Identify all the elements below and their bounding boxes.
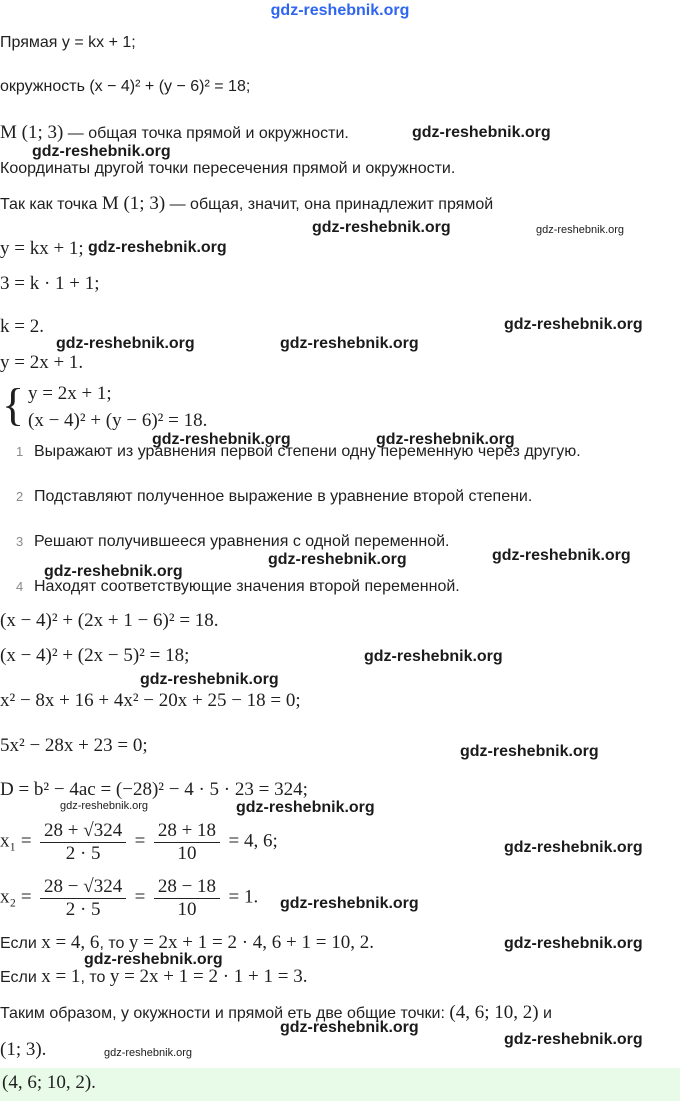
watermark: gdz-reshebnik.org bbox=[460, 743, 599, 760]
line-common-point bbox=[0, 122, 349, 144]
step-4 bbox=[16, 578, 460, 596]
calc-discriminant: D = b² − 4ac = (−28)² − 4 · 5 · 23 = 324; bbox=[0, 779, 308, 800]
math-point: M (1; 3) bbox=[101, 193, 166, 214]
watermark: gdz-reshebnik.org bbox=[536, 224, 625, 236]
line-substitution-values: 3 = k · 1 + 1; bbox=[0, 273, 100, 294]
watermark: gdz-reshebnik.org bbox=[376, 431, 515, 448]
step-number: 2 bbox=[16, 489, 24, 504]
line-circle-equation: окружность (x − 4)² + (y − 6)² = 18; bbox=[0, 78, 251, 95]
line-k-value: k = 2. bbox=[0, 316, 44, 337]
step-text: Выражают из уравнения первой степени одну переменную через другую. bbox=[34, 443, 581, 460]
math-point: M (1; 3) bbox=[0, 122, 64, 143]
x2-result: = 1. bbox=[228, 886, 259, 908]
system-eq-2: (x − 4)² + (y − 6)² = 18. bbox=[28, 410, 208, 431]
step-3 bbox=[16, 533, 449, 551]
calc-x2 bbox=[0, 876, 258, 921]
x1-label: x₁ = bbox=[0, 830, 32, 852]
text: Таким образом, у окужности и прямой еть две общие точки: bbox=[0, 1005, 450, 1022]
math: y = 2x + 1 = 2 · 4, 6 + 1 = 10, 2. bbox=[128, 932, 374, 953]
watermark: gdz-reshebnik.org bbox=[280, 335, 419, 352]
denominator: 10 bbox=[177, 843, 197, 864]
line-line-equation: Прямая y = kx + 1; bbox=[0, 34, 136, 51]
conclusion-if-1 bbox=[0, 932, 374, 954]
step-1 bbox=[16, 443, 581, 461]
text: и bbox=[538, 1005, 552, 1022]
line-line-result: y = 2x + 1. bbox=[0, 352, 84, 373]
numerator: 28 − √324 bbox=[40, 876, 126, 899]
conclusion-if-2 bbox=[0, 966, 307, 988]
watermark: gdz-reshebnik.org bbox=[504, 316, 643, 333]
text: Если bbox=[0, 935, 42, 952]
numerator: 28 + 18 bbox=[154, 820, 220, 843]
step-2 bbox=[16, 488, 532, 506]
text: , то bbox=[80, 969, 110, 986]
numerator: 28 + √324 bbox=[40, 820, 126, 843]
watermark: gdz-reshebnik.org bbox=[280, 1019, 419, 1036]
watermark: gdz-reshebnik.org bbox=[280, 895, 419, 912]
text: — общая точка прямой и окружности. bbox=[63, 125, 349, 142]
step-text: Подставляют полученное выражение в уравнение второй степени. bbox=[34, 488, 533, 505]
watermark: gdz-reshebnik.org bbox=[140, 671, 279, 688]
watermark: gdz-reshebnik.org bbox=[88, 239, 227, 256]
calc-line-2: (x − 4)² + (2x − 5)² = 18; bbox=[0, 645, 190, 666]
text: — общая, значит, она принадлежит прямой bbox=[165, 196, 494, 213]
x1-result: = 4, 6; bbox=[228, 830, 278, 852]
calc-x1 bbox=[0, 820, 278, 865]
fraction bbox=[154, 820, 220, 865]
line-task: Координаты другой точки пересечения прямой и окружности. bbox=[0, 160, 456, 177]
denominator: 10 bbox=[177, 899, 197, 920]
watermark: gdz-reshebnik.org bbox=[152, 431, 291, 448]
step-text: Находят соответствующие значения второй переменной. bbox=[34, 578, 460, 595]
watermark: gdz-reshebnik.org bbox=[104, 1047, 193, 1059]
conclusion-point-2: (1; 3). bbox=[0, 1039, 47, 1060]
text: Если bbox=[0, 969, 42, 986]
math: y = 2x + 1 = 2 · 1 + 1 = 3. bbox=[109, 966, 308, 987]
watermark: gdz-reshebnik.org bbox=[312, 219, 451, 236]
numerator: 28 − 18 bbox=[154, 876, 220, 899]
watermark: gdz-reshebnik.org bbox=[504, 1031, 643, 1048]
math: (4, 6; 10, 2) bbox=[449, 1002, 539, 1023]
denominator: 2 · 5 bbox=[65, 843, 101, 864]
line-substitution: y = kx + 1; bbox=[0, 238, 84, 259]
math: x = 1 bbox=[41, 966, 81, 987]
watermark: gdz-reshebnik.org bbox=[492, 547, 631, 564]
answer-value: (4, 6; 10, 2). bbox=[2, 1072, 96, 1093]
watermark: gdz-reshebnik.org bbox=[60, 800, 149, 812]
answer-box bbox=[0, 1068, 680, 1101]
watermark: gdz-reshebnik.org bbox=[44, 563, 183, 580]
watermark: gdz-reshebnik.org bbox=[84, 951, 223, 968]
text: , то bbox=[99, 935, 129, 952]
step-number: 1 bbox=[16, 444, 24, 459]
denominator: 2 · 5 bbox=[65, 899, 101, 920]
math: x = 4, 6 bbox=[41, 932, 100, 953]
calc-line-1: (x − 4)² + (2x + 1 − 6)² = 18. bbox=[0, 610, 219, 631]
calc-line-4: 5x² − 28x + 23 = 0; bbox=[0, 735, 148, 756]
text: Так как точка bbox=[0, 196, 102, 213]
top-watermark[interactable]: gdz-reshebnik.org bbox=[270, 2, 410, 19]
calc-line-3: x² − 8x + 16 + 4x² − 20x + 25 − 18 = 0; bbox=[0, 690, 301, 711]
fraction bbox=[154, 876, 220, 921]
system-eq-1: y = 2x + 1; bbox=[28, 383, 112, 404]
watermark: gdz-reshebnik.org bbox=[504, 935, 643, 952]
step-number: 3 bbox=[16, 534, 24, 549]
fraction bbox=[40, 876, 126, 921]
x2-label: x₂ = bbox=[0, 886, 32, 908]
equals-sign: = bbox=[134, 830, 146, 852]
watermark: gdz-reshebnik.org bbox=[56, 335, 195, 352]
watermark: gdz-reshebnik.org bbox=[236, 799, 375, 816]
equals-sign: = bbox=[134, 886, 146, 908]
fraction bbox=[40, 820, 126, 865]
watermark: gdz-reshebnik.org bbox=[364, 648, 503, 665]
system-brace: { bbox=[2, 379, 25, 430]
conclusion-final bbox=[0, 1002, 552, 1024]
watermark: gdz-reshebnik.org bbox=[32, 143, 171, 160]
watermark: gdz-reshebnik.org bbox=[268, 551, 407, 568]
step-number: 4 bbox=[16, 579, 24, 594]
step-text: Решают получившееся уравнения с одной переменной. bbox=[34, 533, 450, 550]
watermark: gdz-reshebnik.org bbox=[412, 124, 551, 141]
line-reasoning bbox=[0, 193, 493, 215]
watermark: gdz-reshebnik.org bbox=[504, 839, 643, 856]
